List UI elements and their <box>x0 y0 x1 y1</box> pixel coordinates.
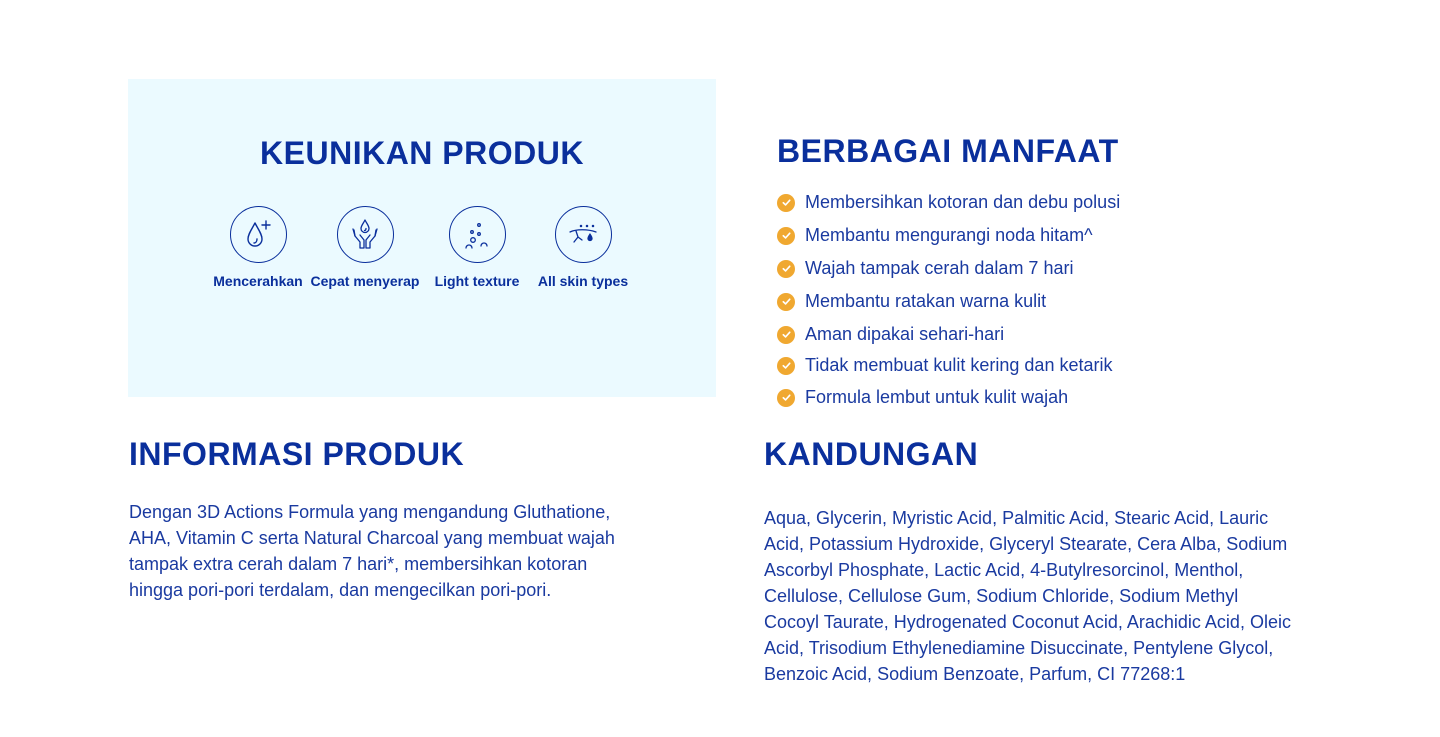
feature-label: Cepat menyerap <box>310 273 420 289</box>
check-icon <box>777 389 795 407</box>
benefit-text: Formula lembut untuk kulit wajah <box>805 387 1069 407</box>
skin-droplet-icon <box>555 206 612 263</box>
feature-label: Light texture <box>434 273 520 289</box>
feature-item-all-skin-types <box>523 206 643 289</box>
benefit-text: Membantu ratakan warna kulit <box>805 291 1047 311</box>
benefit-text: Aman dipakai sehari-hari <box>805 324 1005 344</box>
benefit-item <box>777 355 1112 376</box>
benefit-item <box>777 291 1046 312</box>
feature-list <box>128 206 716 296</box>
ingredients-text: Aqua, Glycerin, Myristic Acid, Palmitic Acid, Stearic Acid, Lauric Acid, Potassium Hydroxide, Glyceryl Stearate, Cera Alba, Sodium Ascorbyl Phosphate, Lactic Acid, 4-Butylresorcinol, Menthol, Cellulose, Cellulose Gum, Sodium Chloride, Sodium Methyl Cocoyl Taurate, Hydrogenated Coconut Acid, Arachidic Acid, Oleic Acid, Trisodium Ethylenediamine Disuccinate, Pentylene Glycol, Benzoic Acid, Sodium Benzoate, Parfum, CI 77268:1 <box>764 508 1291 684</box>
check-icon <box>777 326 795 344</box>
benefit-text: Membantu mengurangi noda hitam^ <box>805 225 1093 245</box>
benefit-item <box>777 324 1004 345</box>
uniqueness-panel <box>128 79 716 397</box>
check-icon <box>777 227 795 245</box>
benefit-text: Wajah tampak cerah dalam 7 hari <box>805 258 1074 278</box>
benefit-text: Tidak membuat kulit kering dan ketarik <box>805 355 1113 375</box>
feature-label: Mencerahkan <box>213 273 303 289</box>
uniqueness-title: KEUNIKAN PRODUK <box>260 135 584 171</box>
feature-label: All skin types <box>537 273 629 289</box>
check-icon <box>777 260 795 278</box>
feature-item-light-texture <box>417 206 537 289</box>
information-title: INFORMASI PRODUK <box>129 436 465 472</box>
hands-droplet-icon <box>337 206 394 263</box>
bubbles-icon <box>449 206 506 263</box>
benefits-title: BERBAGAI MANFAAT <box>777 133 1119 169</box>
ingredients-title: KANDUNGAN <box>764 436 979 472</box>
benefit-item <box>777 192 1120 213</box>
benefit-text: Membersihkan kotoran dan debu polusi <box>805 192 1121 212</box>
feature-item-mencerahkan <box>198 206 318 289</box>
benefit-item <box>777 387 1068 408</box>
information-text: Dengan 3D Actions Formula yang mengandung Gluthatione, AHA, Vitamin C serta Natural Charcoal yang membuat wajah tampak extra cerah dalam 7 hari*, membersihkan kotoran hingga pori-pori terdalam, dan mengecilkan pori-pori. <box>129 502 615 600</box>
check-icon <box>777 194 795 212</box>
droplet-plus-icon <box>230 206 287 263</box>
benefit-item <box>777 225 1093 246</box>
check-icon <box>777 357 795 375</box>
check-icon <box>777 293 795 311</box>
feature-item-cepat-menyerap <box>305 206 425 289</box>
benefit-item <box>777 258 1073 279</box>
